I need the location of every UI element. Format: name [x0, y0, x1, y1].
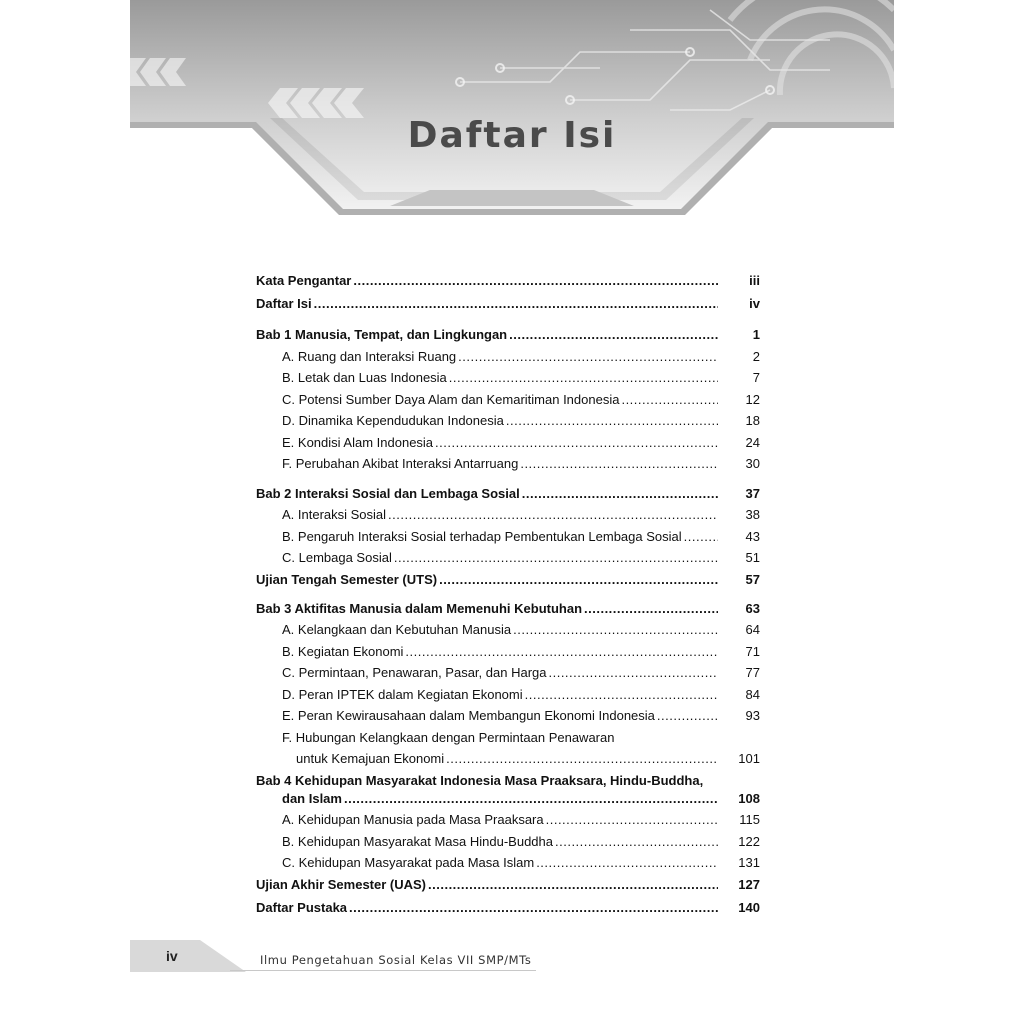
toc-entry — [256, 810, 760, 830]
toc-entry-label: A. Kelangkaan dan Kebutuhan Manusia — [282, 622, 512, 637]
toc-entry — [256, 599, 760, 619]
toc-entry-page: 12 — [745, 392, 760, 407]
toc-dot-leader — [388, 505, 718, 525]
toc-entry-page: 30 — [745, 456, 760, 471]
toc-dot-leader — [405, 642, 718, 662]
toc-entry — [256, 663, 760, 683]
toc-entry — [256, 570, 760, 590]
toc-entry-page: 57 — [745, 572, 760, 587]
toc-dot-leader — [684, 527, 718, 547]
toc-dot-leader — [446, 749, 718, 769]
header-banner — [130, 0, 894, 220]
toc-entry-label: E. Peran Kewirausahaan dalam Membangun Ekonomi Indonesia — [282, 708, 655, 723]
toc-entry-page: 1 — [752, 327, 760, 342]
toc-entry — [256, 548, 760, 568]
toc-entry-page: 2 — [752, 349, 760, 364]
toc-entry-page: 71 — [745, 644, 760, 659]
toc-dot-leader — [522, 484, 718, 504]
toc-entry-page: 64 — [745, 622, 760, 637]
toc-entry-label: dan Islam — [282, 791, 342, 806]
toc-entry-page: 38 — [745, 507, 760, 522]
toc-entry-label: Bab 1 Manusia, Tempat, dan Lingkungan — [256, 327, 508, 342]
toc-entry-label: C. Kehidupan Masyarakat pada Masa Islam — [282, 855, 535, 870]
toc-entry — [256, 620, 760, 640]
toc-dot-leader — [353, 271, 718, 291]
toc-entry — [256, 771, 760, 791]
toc-entry-label: Daftar Pustaka — [256, 900, 348, 915]
toc-entry-page: iii — [749, 273, 760, 288]
toc-entry-page: 84 — [745, 687, 760, 702]
running-footer-title: Ilmu Pengetahuan Sosial Kelas VII SMP/MTs — [260, 953, 532, 967]
toc-dot-leader — [555, 832, 718, 852]
toc-dot-leader — [428, 875, 718, 895]
toc-entry-label: untuk Kemajuan Ekonomi — [296, 751, 445, 766]
toc-dot-leader — [314, 294, 718, 314]
circuit-banner-graphic — [130, 0, 894, 220]
toc-dot-leader — [509, 325, 718, 345]
toc-dot-leader — [546, 810, 718, 830]
toc-entry-page: 127 — [738, 877, 760, 892]
toc-dot-leader — [520, 454, 718, 474]
toc-entry-label: F. Hubungan Kelangkaan dengan Permintaan Penawaran — [282, 730, 615, 745]
toc-entry — [256, 685, 760, 705]
toc-dot-leader — [394, 548, 718, 568]
toc-entry-label: C. Permintaan, Penawaran, Pasar, dan Harga — [282, 665, 547, 680]
toc-entry-label: B. Letak dan Luas Indonesia — [282, 370, 447, 385]
toc-dot-leader — [449, 368, 718, 388]
toc-entry-page: 63 — [745, 601, 760, 616]
toc-dot-leader — [458, 347, 718, 367]
toc-entry-label: Bab 4 Kehidupan Masyarakat Indonesia Masa Praaksara, Hindu-Buddha, — [256, 773, 704, 788]
toc-entry-label: B. Pengaruh Interaksi Sosial terhadap Pembentukan Lembaga Sosial — [282, 529, 682, 544]
toc-dot-leader — [506, 411, 718, 431]
toc-entry-label: C. Potensi Sumber Daya Alam dan Kemaritiman Indonesia — [282, 392, 620, 407]
toc-entry-page: 115 — [739, 812, 760, 827]
toc-dot-leader — [548, 663, 718, 683]
toc-entry — [256, 728, 760, 748]
toc-entry — [256, 347, 760, 367]
toc-entry-label: A. Ruang dan Interaksi Ruang — [282, 349, 457, 364]
toc-entry-label: B. Kegiatan Ekonomi — [282, 644, 404, 659]
toc-entry-label: Ujian Tengah Semester (UTS) — [256, 572, 438, 587]
toc-entry — [256, 853, 760, 873]
toc-entry-label: C. Lembaga Sosial — [282, 550, 392, 565]
toc-entry — [256, 832, 760, 852]
toc-entry — [256, 789, 760, 809]
toc-entry — [256, 875, 760, 895]
toc-dot-leader — [439, 570, 718, 590]
toc-dot-leader — [525, 685, 718, 705]
toc-entry-page: iv — [749, 296, 760, 311]
toc-entry-label: D. Dinamika Kependudukan Indonesia — [282, 413, 504, 428]
toc-entry-label: D. Peran IPTEK dalam Kegiatan Ekonomi — [282, 687, 523, 702]
toc-entry-page: 7 — [752, 370, 760, 385]
toc-entry-label: F. Perubahan Akibat Interaksi Antarruang — [282, 456, 519, 471]
toc-entry-page: 51 — [745, 550, 760, 565]
page-number: iv — [166, 948, 178, 964]
toc-dot-leader — [349, 898, 718, 918]
toc-entry-page: 131 — [738, 855, 760, 870]
toc-entry-page: 101 — [738, 751, 760, 766]
toc-entry — [256, 749, 760, 769]
page-title: Daftar Isi — [407, 115, 617, 156]
footer-tab-shape — [130, 940, 260, 972]
toc-dot-leader — [536, 853, 718, 873]
toc-entry — [256, 325, 760, 345]
toc-dot-leader — [584, 599, 718, 619]
toc-dot-leader — [621, 390, 718, 410]
toc-entry-page: 77 — [745, 665, 760, 680]
toc-entry-page: 37 — [745, 486, 760, 501]
toc-dot-leader — [344, 789, 718, 809]
footer-divider — [230, 970, 536, 971]
toc-entry-label: B. Kehidupan Masyarakat Masa Hindu-Buddha — [282, 834, 553, 849]
toc-entry — [256, 294, 760, 314]
toc-dot-leader — [435, 433, 718, 453]
toc-entry — [256, 433, 760, 453]
toc-entry — [256, 898, 760, 918]
toc-entry — [256, 642, 760, 662]
toc-entry-page: 93 — [745, 708, 760, 723]
toc-entry — [256, 271, 760, 291]
toc-entry — [256, 527, 760, 547]
toc-entry-label: E. Kondisi Alam Indonesia — [282, 435, 434, 450]
toc-entry-label: A. Interaksi Sosial — [282, 507, 387, 522]
toc-entry-page: 108 — [738, 791, 760, 806]
toc-dot-leader — [513, 620, 718, 640]
toc-entry — [256, 368, 760, 388]
toc-entry — [256, 411, 760, 431]
toc-entry-page: 24 — [745, 435, 760, 450]
toc-entry-label: Daftar Isi — [256, 296, 312, 311]
toc-entry — [256, 390, 760, 410]
toc-entry — [256, 706, 760, 726]
toc-entry-label: A. Kehidupan Manusia pada Masa Praaksara — [282, 812, 544, 827]
document-page — [130, 0, 894, 1024]
toc-dot-leader — [657, 706, 718, 726]
toc-entry-page: 140 — [738, 900, 760, 915]
toc-entry-label: Bab 2 Interaksi Sosial dan Lembaga Sosial — [256, 486, 520, 501]
toc-entry-page: 43 — [745, 529, 760, 544]
toc-entry-label: Bab 3 Aktifitas Manusia dalam Memenuhi Kebutuhan — [256, 601, 583, 616]
toc-entry — [256, 484, 760, 504]
toc-entry-label: Ujian Akhir Semester (UAS) — [256, 877, 427, 892]
toc-entry-page: 18 — [745, 413, 760, 428]
toc-entry-label: Kata Pengantar — [256, 273, 352, 288]
toc-entry — [256, 505, 760, 525]
toc-entry-page: 122 — [738, 834, 760, 849]
toc-entry — [256, 454, 760, 474]
